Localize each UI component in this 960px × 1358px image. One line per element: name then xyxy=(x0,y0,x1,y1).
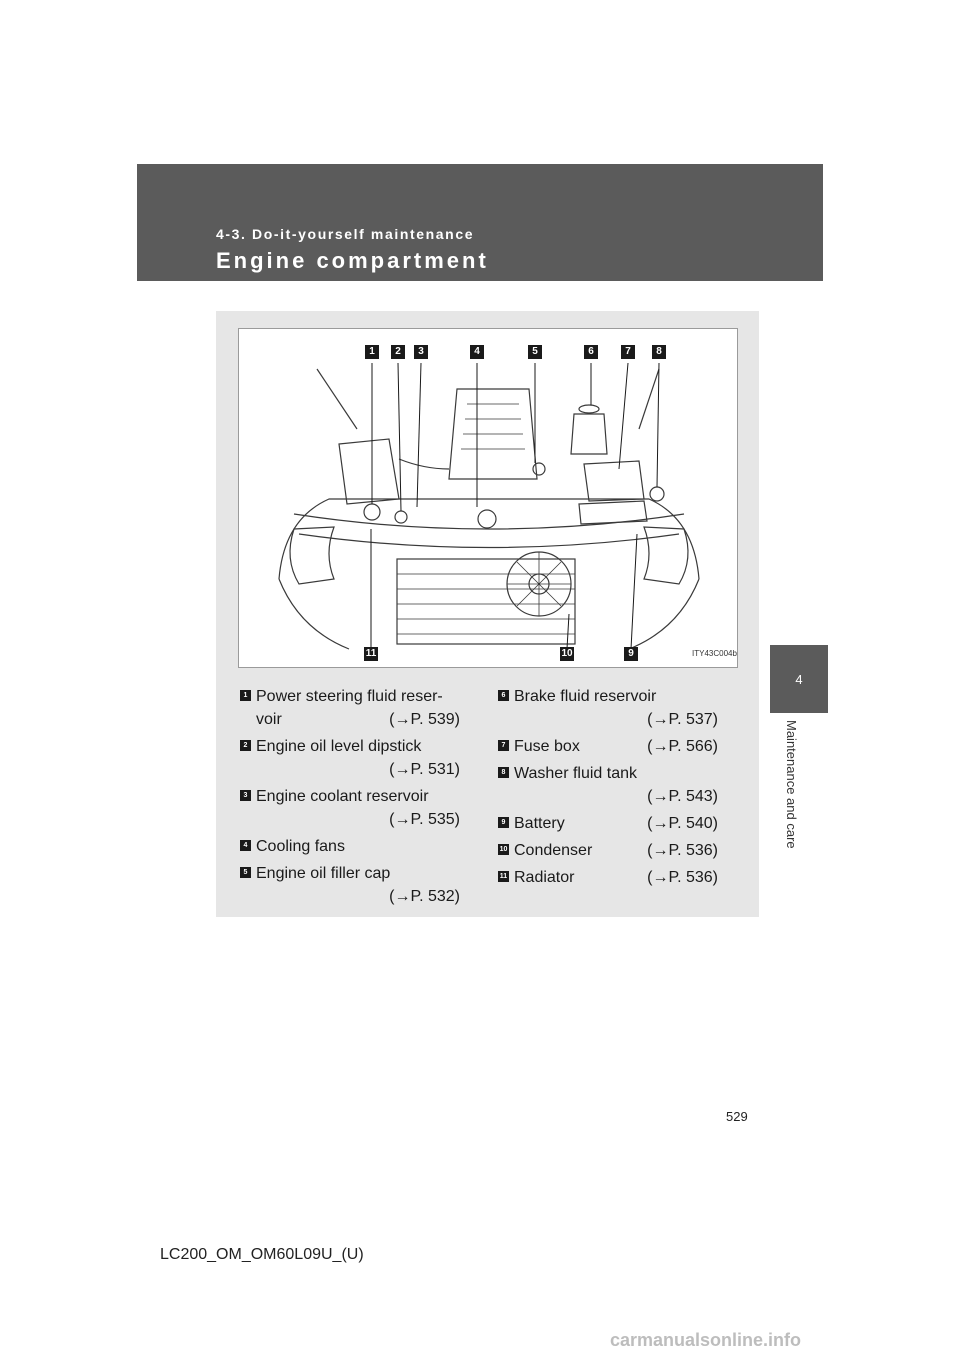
item-number-badge: 7 xyxy=(498,740,509,751)
component-list-right xyxy=(498,685,718,893)
callout-7: 7 xyxy=(621,345,635,359)
item-label: Washer fluid tank xyxy=(514,765,638,782)
list-item xyxy=(240,685,460,731)
page-ref-link[interactable]: (→P. 539) xyxy=(389,711,460,728)
illustration-code: ITY43C004b xyxy=(692,649,737,658)
item-number-badge: 11 xyxy=(499,873,508,880)
diagram-panel xyxy=(216,311,759,917)
callout-9: 9 xyxy=(624,647,638,661)
item-label: Engine coolant reservoir xyxy=(256,788,429,805)
item-label: Brake fluid reservoir xyxy=(514,688,657,705)
engine-illustration xyxy=(238,328,738,668)
item-number-badge: 9 xyxy=(498,817,509,828)
section-header xyxy=(137,164,823,281)
page-ref-link[interactable]: (→P. 532) xyxy=(389,888,460,905)
item-label: Power steering fluid reser- xyxy=(256,688,443,705)
item-label: Battery xyxy=(514,815,565,832)
item-label: Engine oil level dipstick xyxy=(256,738,422,755)
list-item xyxy=(240,862,460,908)
item-label: Cooling fans xyxy=(256,838,345,855)
item-number-badge: 8 xyxy=(498,767,509,778)
page-ref-link[interactable]: (→P. 540) xyxy=(647,815,718,832)
page-ref-link[interactable]: (→P. 543) xyxy=(647,788,718,805)
item-label: Fuse box xyxy=(514,738,580,755)
item-number-badge: 10 xyxy=(499,846,508,853)
item-number-badge: 1 xyxy=(240,690,251,701)
page-ref-link[interactable]: (→P. 566) xyxy=(647,738,718,755)
engine-drawing xyxy=(239,329,737,667)
item-number-badge: 4 xyxy=(240,840,251,851)
callout-8: 8 xyxy=(652,345,666,359)
list-item xyxy=(498,866,718,889)
chapter-number: 4 xyxy=(795,671,803,687)
callout-6: 6 xyxy=(584,345,598,359)
chapter-title: Maintenance and care xyxy=(784,720,799,849)
footer-code: LC200_OM_OM60L09U_(U) xyxy=(160,1246,364,1263)
callout-2: 2 xyxy=(391,345,405,359)
item-label: Condenser xyxy=(514,842,593,859)
item-number-badge: 2 xyxy=(240,740,251,751)
list-item xyxy=(498,735,718,758)
list-item xyxy=(498,839,718,862)
chapter-tab[interactable] xyxy=(770,645,828,713)
item-label: Radiator xyxy=(514,869,575,886)
item-number-badge: 3 xyxy=(240,790,251,801)
page-ref-link[interactable]: (→P. 535) xyxy=(389,811,460,828)
list-item xyxy=(240,735,460,781)
callout-11: 11 xyxy=(365,648,377,659)
watermark: carmanualsonline.info xyxy=(610,1330,802,1350)
page-ref-link[interactable]: (→P. 536) xyxy=(647,869,718,886)
page-number: 529 xyxy=(726,1109,748,1124)
list-item xyxy=(498,812,718,835)
list-item xyxy=(240,835,460,858)
callout-3: 3 xyxy=(414,345,428,359)
page-ref-link[interactable]: (→P. 531) xyxy=(389,761,460,778)
callout-5: 5 xyxy=(528,345,542,359)
component-list-left xyxy=(240,685,460,912)
list-item xyxy=(240,785,460,831)
section-label: 4-3. Do-it-yourself maintenance xyxy=(216,226,475,242)
item-label-cont: voir xyxy=(256,711,282,728)
item-label: Engine oil filler cap xyxy=(256,865,391,882)
list-item xyxy=(498,685,718,731)
page-ref-link[interactable]: (→P. 537) xyxy=(647,711,718,728)
page-title: Engine compartment xyxy=(216,248,489,273)
item-number-badge: 6 xyxy=(498,690,509,701)
callout-10: 10 xyxy=(561,648,573,659)
page-ref-link[interactable]: (→P. 536) xyxy=(647,842,718,859)
list-item xyxy=(498,762,718,808)
item-number-badge: 5 xyxy=(240,867,251,878)
callout-1: 1 xyxy=(365,345,379,359)
callout-4: 4 xyxy=(470,345,484,359)
